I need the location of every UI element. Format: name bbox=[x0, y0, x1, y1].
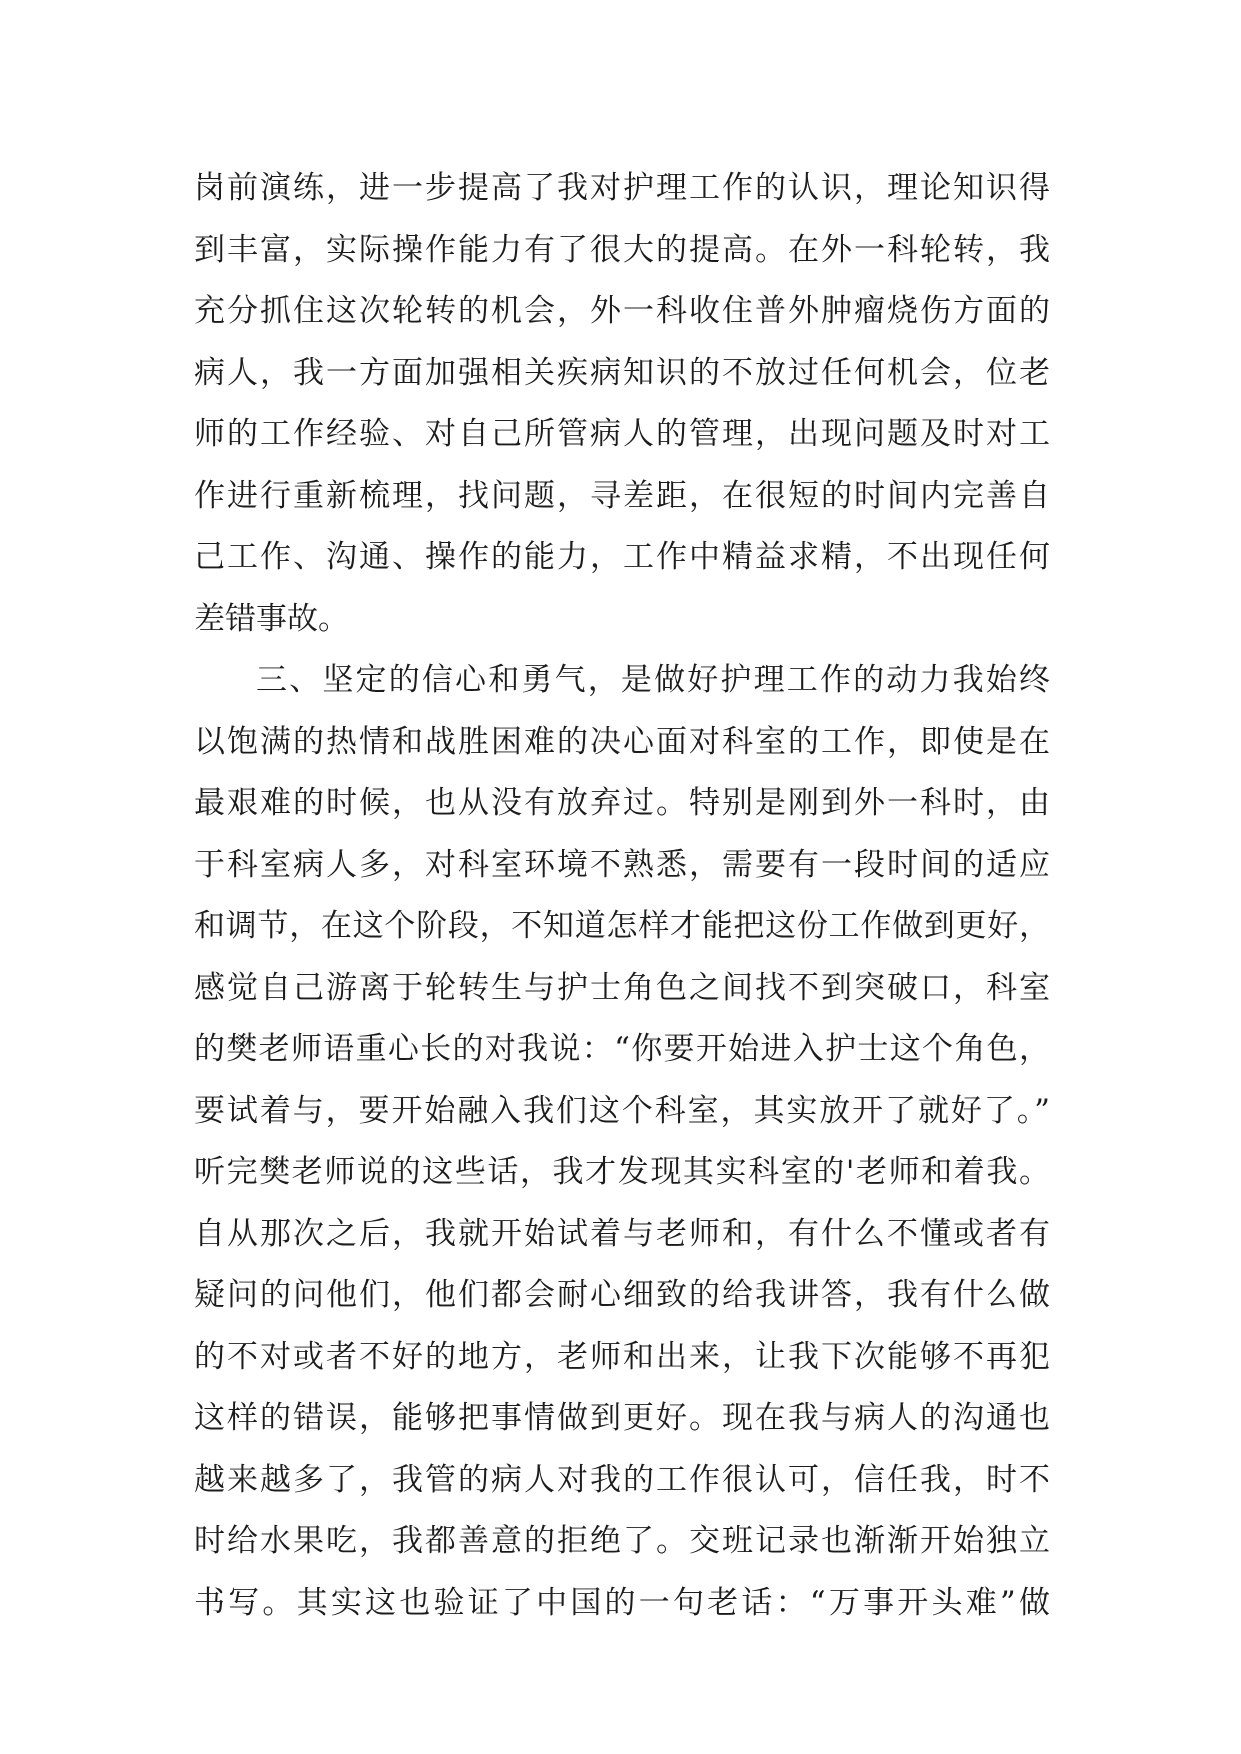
text-line: 的樊老师语重心长的对我说：“你要开始进入护士这个角色， bbox=[194, 1031, 1050, 1067]
text-line: 充分抓住这次轮转的机会，外一科收住普外肿瘤烧伤方面的 bbox=[194, 293, 1050, 329]
text-line: 时给水果吃，我都善意的拒绝了。交班记录也渐渐开始独立 bbox=[194, 1523, 1050, 1559]
text-line: 自从那次之后，我就开始试着与老师和，有什么不懂或者有 bbox=[194, 1215, 1050, 1252]
text-line: 以饱满的热情和战胜困难的决心面对科室的工作，即使是在 bbox=[194, 723, 1050, 760]
text-line: 差错事故。 bbox=[194, 600, 349, 637]
text-line: 作进行重新梳理，找问题，寻差距，在很短的时间内完善自 bbox=[194, 477, 1050, 514]
text-line: 听完樊老师说的这些话，我才发现其实科室的'老师和着我。 bbox=[194, 1154, 1050, 1190]
text-line: 师的工作经验、对自己所管病人的管理，出现问题及时对工 bbox=[194, 416, 1050, 452]
paragraph-first-line: 三、坚定的信心和勇气，是做好护理工作的动力我始终 bbox=[256, 662, 1050, 698]
text-line: 和调节，在这个阶段，不知道怎样才能把这份工作做到更好， bbox=[194, 908, 1050, 944]
text-line: 越来越多了，我管的病人对我的工作很认可，信任我，时不 bbox=[194, 1461, 1050, 1498]
text-line: 书写。其实这也验证了中国的一句老话：“万事开头难”做 bbox=[194, 1584, 1050, 1621]
text-line: 的不对或者不好的地方，老师和出来，让我下次能够不再犯 bbox=[194, 1338, 1050, 1375]
text-line: 岗前演练，进一步提高了我对护理工作的认识，理论知识得 bbox=[194, 170, 1050, 206]
text-line: 病人，我一方面加强相关疾病知识的不放过任何机会，位老 bbox=[194, 354, 1050, 391]
body-text bbox=[194, 158, 1050, 1634]
text-line: 这样的错误，能够把事情做到更好。现在我与病人的沟通也 bbox=[194, 1400, 1050, 1436]
text-line: 要试着与，要开始融入我们这个科室，其实放开了就好了。” bbox=[194, 1092, 1050, 1129]
text-line: 最艰难的时候，也从没有放弃过。特别是刚到外一科时，由 bbox=[194, 785, 1050, 821]
text-line: 到丰富，实际操作能力有了很大的提高。在外一科轮转，我 bbox=[194, 231, 1050, 268]
text-line: 疑问的问他们，他们都会耐心细致的给我讲答，我有什么做 bbox=[194, 1277, 1050, 1313]
text-line: 感觉自己游离于轮转生与护士角色之间找不到突破口，科室 bbox=[194, 969, 1050, 1006]
text-line: 于科室病人多，对科室环境不熟悉，需要有一段时间的适应 bbox=[194, 846, 1050, 883]
text-line: 己工作、沟通、操作的能力，工作中精益求精，不出现任何 bbox=[194, 539, 1050, 575]
